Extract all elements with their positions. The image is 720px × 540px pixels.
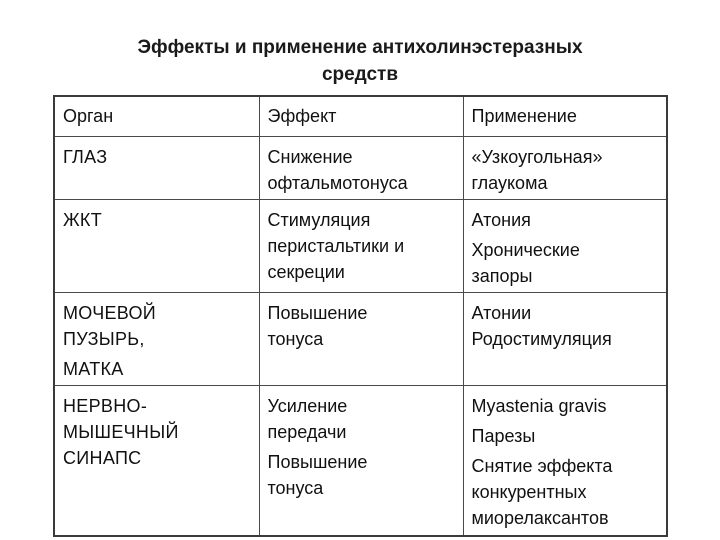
- organ-text: МЫШЕЧНЫЙ: [63, 422, 179, 442]
- application-text: запоры: [471, 266, 533, 286]
- effect-text: передачи: [267, 422, 347, 442]
- effect-text: офтальмотонуса: [267, 173, 408, 193]
- application-text: миорелаксантов: [471, 508, 609, 528]
- application-text: Myastenia gravis: [471, 396, 607, 416]
- table-row: [54, 293, 667, 386]
- application-text: Атония: [471, 210, 531, 230]
- application-text: Атонии: [471, 303, 532, 323]
- organ-text: ПУЗЫРЬ,: [63, 329, 145, 349]
- title-line-2: средств: [321, 64, 399, 85]
- table-header-row: [54, 96, 667, 137]
- page-title: [60, 34, 660, 88]
- effect-text: Повышение: [267, 452, 368, 472]
- application-cell: [463, 200, 667, 293]
- organ-cell: [54, 200, 259, 293]
- application-text: Хронические: [471, 240, 580, 260]
- organ-text: МОЧЕВОЙ: [63, 303, 157, 323]
- table-row: [54, 200, 667, 293]
- header-organ: Орган: [54, 96, 259, 137]
- application-text: Парезы: [471, 426, 536, 446]
- organ-text: СИНАПС: [63, 448, 142, 468]
- organ-cell: [54, 293, 259, 386]
- application-text: Родостимуляция: [471, 329, 612, 349]
- header-application: Применение: [463, 96, 667, 137]
- effect-cell: [259, 293, 463, 386]
- table-row: [54, 137, 667, 200]
- effect-text: тонуса: [267, 478, 324, 498]
- application-cell: [463, 293, 667, 386]
- organ-text: ГЛАЗ: [63, 147, 108, 167]
- organ-text: НЕРВНО-: [63, 396, 148, 416]
- effect-cell: [259, 200, 463, 293]
- effect-text: тонуса: [267, 329, 324, 349]
- effect-text: Повышение: [267, 303, 368, 323]
- application-cell: [463, 137, 667, 200]
- effects-table: [53, 95, 668, 537]
- effect-text: Снижение: [267, 147, 353, 167]
- effect-text: перистальтики и: [267, 236, 405, 256]
- effect-cell: [259, 137, 463, 200]
- organ-cell: [54, 137, 259, 200]
- organ-text: ЖКТ: [63, 210, 103, 230]
- table-row: [54, 386, 667, 536]
- application-text: Снятие эффекта: [471, 456, 613, 476]
- application-text: глаукома: [471, 173, 548, 193]
- organ-text: МАТКА: [63, 359, 124, 379]
- organ-cell: [54, 386, 259, 536]
- effect-cell: [259, 386, 463, 536]
- effect-text: Усиление: [267, 396, 348, 416]
- title-line-1: Эффекты и применение антихолинэстеразных: [137, 37, 583, 58]
- header-effect: Эффект: [259, 96, 463, 137]
- application-cell: [463, 386, 667, 536]
- application-text: конкурентных: [471, 482, 587, 502]
- effect-text: секреции: [267, 262, 345, 282]
- effect-text: Стимуляция: [267, 210, 371, 230]
- application-text: «Узкоугольная»: [471, 147, 603, 167]
